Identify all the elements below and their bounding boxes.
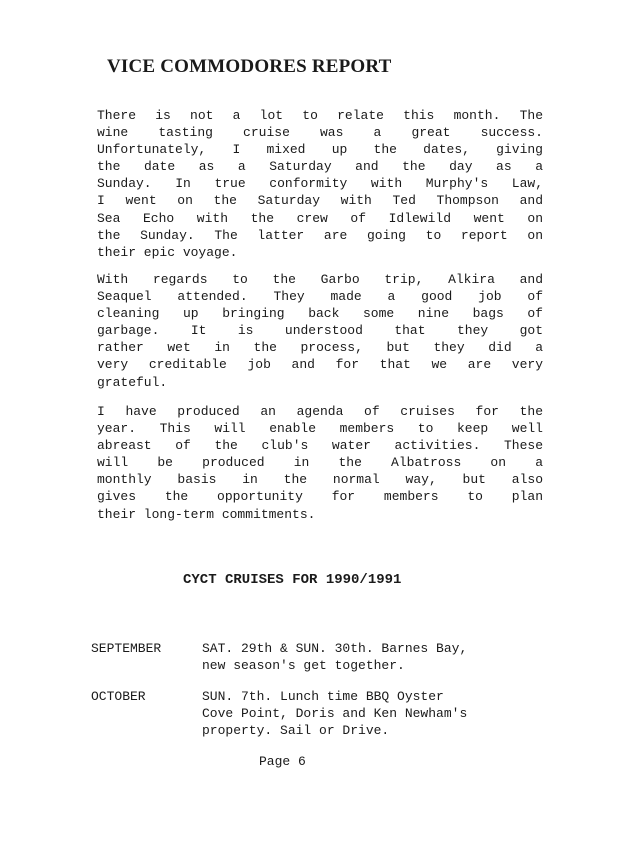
paragraph-line: I have produced an agenda of cruises for the <box>97 404 543 419</box>
paragraph-line: abreast of the club's water activities. These <box>97 438 543 454</box>
cruise-details <box>202 688 547 739</box>
cruise-details <box>202 640 547 674</box>
cruise-detail-line: Cove Point, Doris and Ken Newham's <box>202 706 468 721</box>
cruise-month: OCTOBER <box>91 689 146 704</box>
cruise-month: SEPTEMBER <box>91 641 162 656</box>
paragraph-line: wine tasting cruise was a great success. <box>97 125 543 141</box>
cruise-detail-line: SAT. 29th & SUN. 30th. Barnes Bay, <box>202 641 468 656</box>
paragraph-line: Sea Echo with the crew of Idlewild went on <box>97 210 543 226</box>
report-title: VICE COMMODORES REPORT <box>107 56 392 77</box>
paragraph-line: garbage. It is understood that they got <box>97 323 543 339</box>
paragraph-line: their epic voyage. <box>97 244 238 260</box>
paragraph-line: the Sunday. The latter are going to report on <box>97 227 543 243</box>
paragraph-line: Unfortunately, I mixed up the dates, giving <box>97 142 543 158</box>
report-paragraph-1 <box>97 107 543 261</box>
page-number: Page 6 <box>259 754 306 769</box>
paragraph-line: grateful. <box>97 374 168 390</box>
cruise-detail-line: new season's get together. <box>202 658 405 673</box>
cruises-heading: CYCT CRUISES FOR 1990/1991 <box>183 572 402 588</box>
paragraph-line: rather wet in the process, but they did a <box>97 340 543 356</box>
paragraph-line: I went on the Saturday with Ted Thompson and <box>97 193 543 209</box>
cruise-detail-line: property. Sail or Drive. <box>202 723 390 738</box>
paragraph-line: There is not a lot to relate this month. The <box>97 108 543 123</box>
paragraph-line: the date as a Saturday and the day as a <box>97 159 543 175</box>
paragraph-line: cleaning up bringing back some nine bags of <box>97 306 543 322</box>
paragraph-line: Sunday. In true conformity with Murphy's Law, <box>97 176 543 192</box>
paragraph-line: their long-term commitments. <box>97 506 316 522</box>
paragraph-line: Seaquel attended. They made a good job of <box>97 289 543 305</box>
paragraph-line: will be produced in the Albatross on a <box>97 455 543 471</box>
paragraph-line: very creditable job and for that we are very <box>97 357 543 373</box>
paragraph-line: gives the opportunity for members to plan <box>97 489 543 505</box>
paragraph-line: With regards to the Garbo trip, Alkira and <box>97 272 543 287</box>
report-paragraph-3 <box>97 403 543 523</box>
report-paragraph-2 <box>97 271 543 391</box>
cruise-detail-line: SUN. 7th. Lunch time BBQ Oyster <box>202 689 444 704</box>
paragraph-line: year. This will enable members to keep well <box>97 421 543 437</box>
paragraph-line: monthly basis in the normal way, but also <box>97 472 543 488</box>
